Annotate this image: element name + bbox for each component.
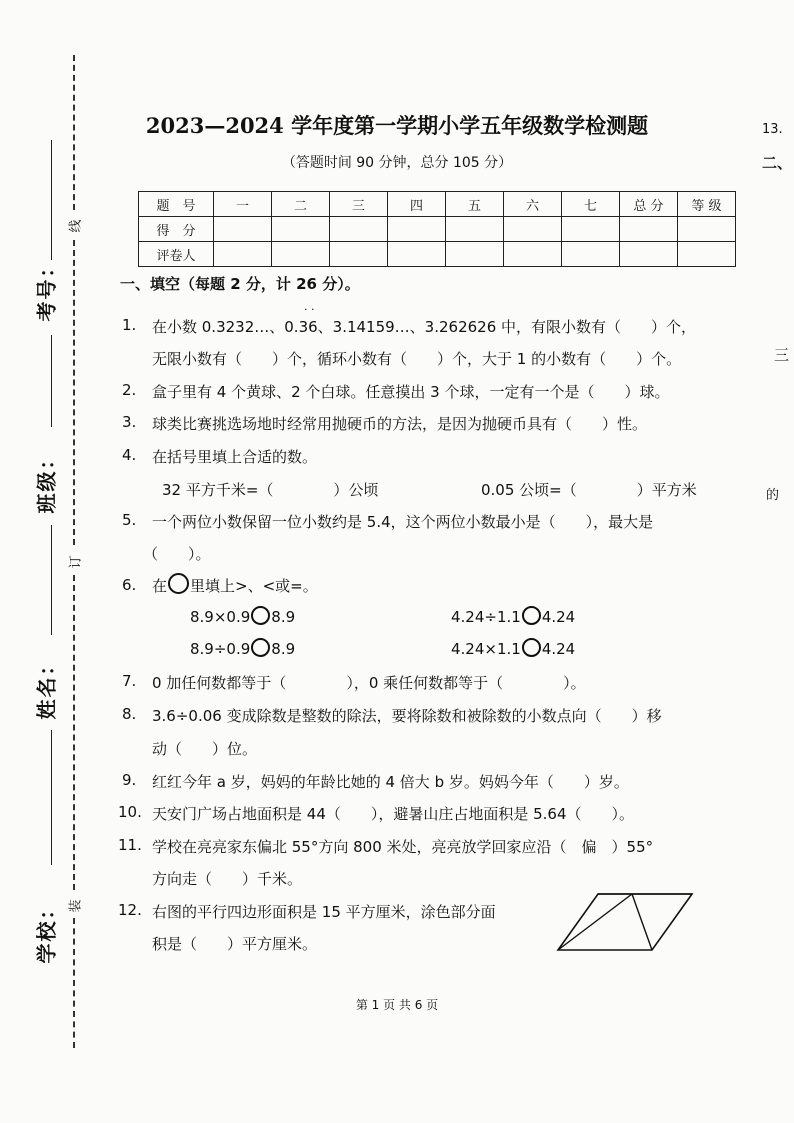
question-number: 10. [118, 803, 142, 821]
compare-circle-icon[interactable] [522, 606, 541, 625]
question-4: 在括号里填上合适的数。 [152, 448, 318, 466]
question-5-line-2: （ ）。 [143, 545, 211, 563]
section-heading: 一、填空（每题 2 分，计 26 分）。 [120, 275, 360, 293]
grader-cell[interactable] [562, 242, 620, 267]
question-3: 球类比赛挑选场地时经常用抛硬币的方法，是因为抛硬币具有（ ）性。 [152, 415, 648, 433]
question-number: 3. [122, 413, 137, 431]
question-12-line-2: 积是（ ）平方厘米。 [152, 935, 318, 953]
grader-cell[interactable] [214, 242, 272, 267]
question-8-line-2: 动（ ）位。 [152, 740, 258, 758]
compare-circle-icon [168, 573, 189, 594]
class-line-top [51, 335, 52, 427]
score-cell[interactable] [388, 217, 446, 242]
header-cell: 三 [330, 192, 388, 217]
question-1-line-2: 无限小数有（ ）个，循环小数有（ ）个，大于 1 的小数有（ ）个。 [152, 350, 682, 368]
score-cell[interactable] [446, 217, 504, 242]
header-cell: 题 号 [139, 192, 214, 217]
question-4-part-b: 0.05 公顷=（ ）平方米 [481, 481, 697, 499]
question-5-line-1: 一个两位小数保留一位小数约是 5.4，这个两位小数最小是（ ），最大是 [152, 513, 654, 531]
question-number: 6. [122, 576, 137, 594]
question-6 [152, 573, 318, 596]
question-number: 9. [122, 771, 137, 789]
compare-left: 8.9×0.9 [190, 608, 251, 626]
score-table-header-row [139, 192, 736, 217]
compare-item-1 [190, 606, 295, 626]
header-cell: 等 级 [678, 192, 736, 217]
class-line [51, 525, 52, 635]
compare-right: 4.24 [541, 608, 576, 626]
next-page-fragment: 的 [766, 488, 780, 503]
question-number: 12. [118, 901, 142, 919]
question-10: 天安门广场占地面积是 44（ ），避暑山庄占地面积是 5.64（ ）。 [152, 805, 635, 823]
parallelogram-figure [548, 890, 698, 956]
compare-left: 8.9÷0.9 [190, 640, 251, 658]
question-number: 7. [122, 672, 137, 690]
score-table-grader-row [139, 242, 736, 267]
compare-left: 4.24÷1.1 [451, 608, 521, 626]
question-7: 0 加任何数都等于（ ），0 乘任何数都等于（ ）。 [152, 674, 586, 692]
binding-mark-zhuang: 装 [68, 899, 84, 913]
grader-cell[interactable] [504, 242, 562, 267]
header-cell: 总 分 [620, 192, 678, 217]
score-cell[interactable] [562, 217, 620, 242]
next-page-fragment: 三 [774, 346, 790, 364]
score-cell[interactable] [272, 217, 330, 242]
score-cell[interactable] [214, 217, 272, 242]
question-number: 2. [122, 381, 137, 399]
question-number: 11. [118, 836, 142, 854]
recurring-dots: · · [304, 303, 315, 316]
score-cell[interactable] [678, 217, 736, 242]
header-cell: 六 [504, 192, 562, 217]
row-label: 评卷人 [139, 242, 214, 267]
binding-dashed-line-4 [73, 918, 75, 1048]
figure-line-right [632, 894, 652, 950]
question-9: 红红今年 a 岁，妈妈的年龄比她的 4 倍大 b 岁。妈妈今年（ ）岁。 [152, 773, 629, 791]
grader-cell[interactable] [620, 242, 678, 267]
grader-cell[interactable] [330, 242, 388, 267]
name-line [51, 730, 52, 865]
parallelogram-outline [558, 894, 692, 950]
question-1-line-1: 在小数 0.3232…、0.36、3.14159…、3.262626 中，有限小数有（ ）个， [152, 318, 697, 336]
question-number: 8. [122, 705, 137, 723]
compare-right: 8.9 [271, 608, 296, 626]
question-11-line-1: 学校在亮亮家东偏北 55°方向 800 米处，亮亮放学回家应沿（ 偏 ）55° [152, 838, 654, 856]
compare-item-4 [451, 638, 575, 658]
question-12-line-1: 右图的平行四边形面积是 15 平方厘米，涂色部分面 [152, 903, 496, 921]
header-cell: 七 [562, 192, 620, 217]
header-cell: 五 [446, 192, 504, 217]
score-table-score-row [139, 217, 736, 242]
grader-cell[interactable] [272, 242, 330, 267]
question-11-line-2: 方向走（ ）千米。 [152, 870, 303, 888]
exam-number-label: 考号： [34, 255, 59, 322]
header-cell: 一 [214, 192, 272, 217]
class-label: 班级： [34, 447, 59, 514]
question-number: 1. [122, 316, 137, 334]
compare-item-3 [190, 638, 295, 658]
score-cell[interactable] [504, 217, 562, 242]
question-8-line-1: 3.6÷0.06 变成除数是整数的除法，要将除数和被除数的小数点向（ ）移 [152, 707, 662, 725]
binding-mark-xian: 线 [68, 219, 84, 233]
score-cell[interactable] [620, 217, 678, 242]
compare-right: 8.9 [271, 640, 296, 658]
header-cell: 四 [388, 192, 446, 217]
question-number: 4. [122, 446, 137, 464]
school-label: 学校： [34, 897, 59, 964]
compare-left: 4.24×1.1 [451, 640, 521, 658]
exam-subtitle: （答题时间 90 分钟，总分 105 分） [281, 155, 513, 171]
compare-item-2 [451, 606, 575, 626]
question-4-part-a: 32 平方千米=（ ）公顷 [162, 481, 379, 499]
grader-cell[interactable] [678, 242, 736, 267]
score-table [138, 191, 736, 267]
binding-dashed-line-3 [73, 575, 75, 890]
binding-mark-ding: 订 [68, 555, 84, 569]
next-page-fragment: 13. [762, 122, 783, 137]
header-cell: 二 [272, 192, 330, 217]
page-footer: 第 1 页 共 6 页 [355, 998, 439, 1012]
name-label: 姓名： [34, 653, 59, 720]
score-cell[interactable] [330, 217, 388, 242]
grader-cell[interactable] [446, 242, 504, 267]
compare-right: 4.24 [541, 640, 576, 658]
figure-line-left [558, 894, 632, 950]
row-label: 得 分 [139, 217, 214, 242]
question-6-prefix: 在 [152, 577, 168, 595]
question-number: 5. [122, 511, 137, 529]
grader-cell[interactable] [388, 242, 446, 267]
compare-circle-icon[interactable] [251, 638, 270, 657]
question-2: 盒子里有 4 个黄球、2 个白球。任意摸出 3 个球，一定有一个是（ ）球。 [152, 383, 670, 401]
compare-circle-icon[interactable] [251, 606, 270, 625]
compare-circle-icon[interactable] [522, 638, 541, 657]
exam-title: 2023—2024 学年度第一学期小学五年级数学检测题 [145, 113, 649, 138]
binding-dashed-line-2 [73, 240, 75, 545]
next-page-fragment: 二、 [762, 154, 793, 172]
question-6-suffix: 里填上>、<或=。 [190, 577, 318, 595]
